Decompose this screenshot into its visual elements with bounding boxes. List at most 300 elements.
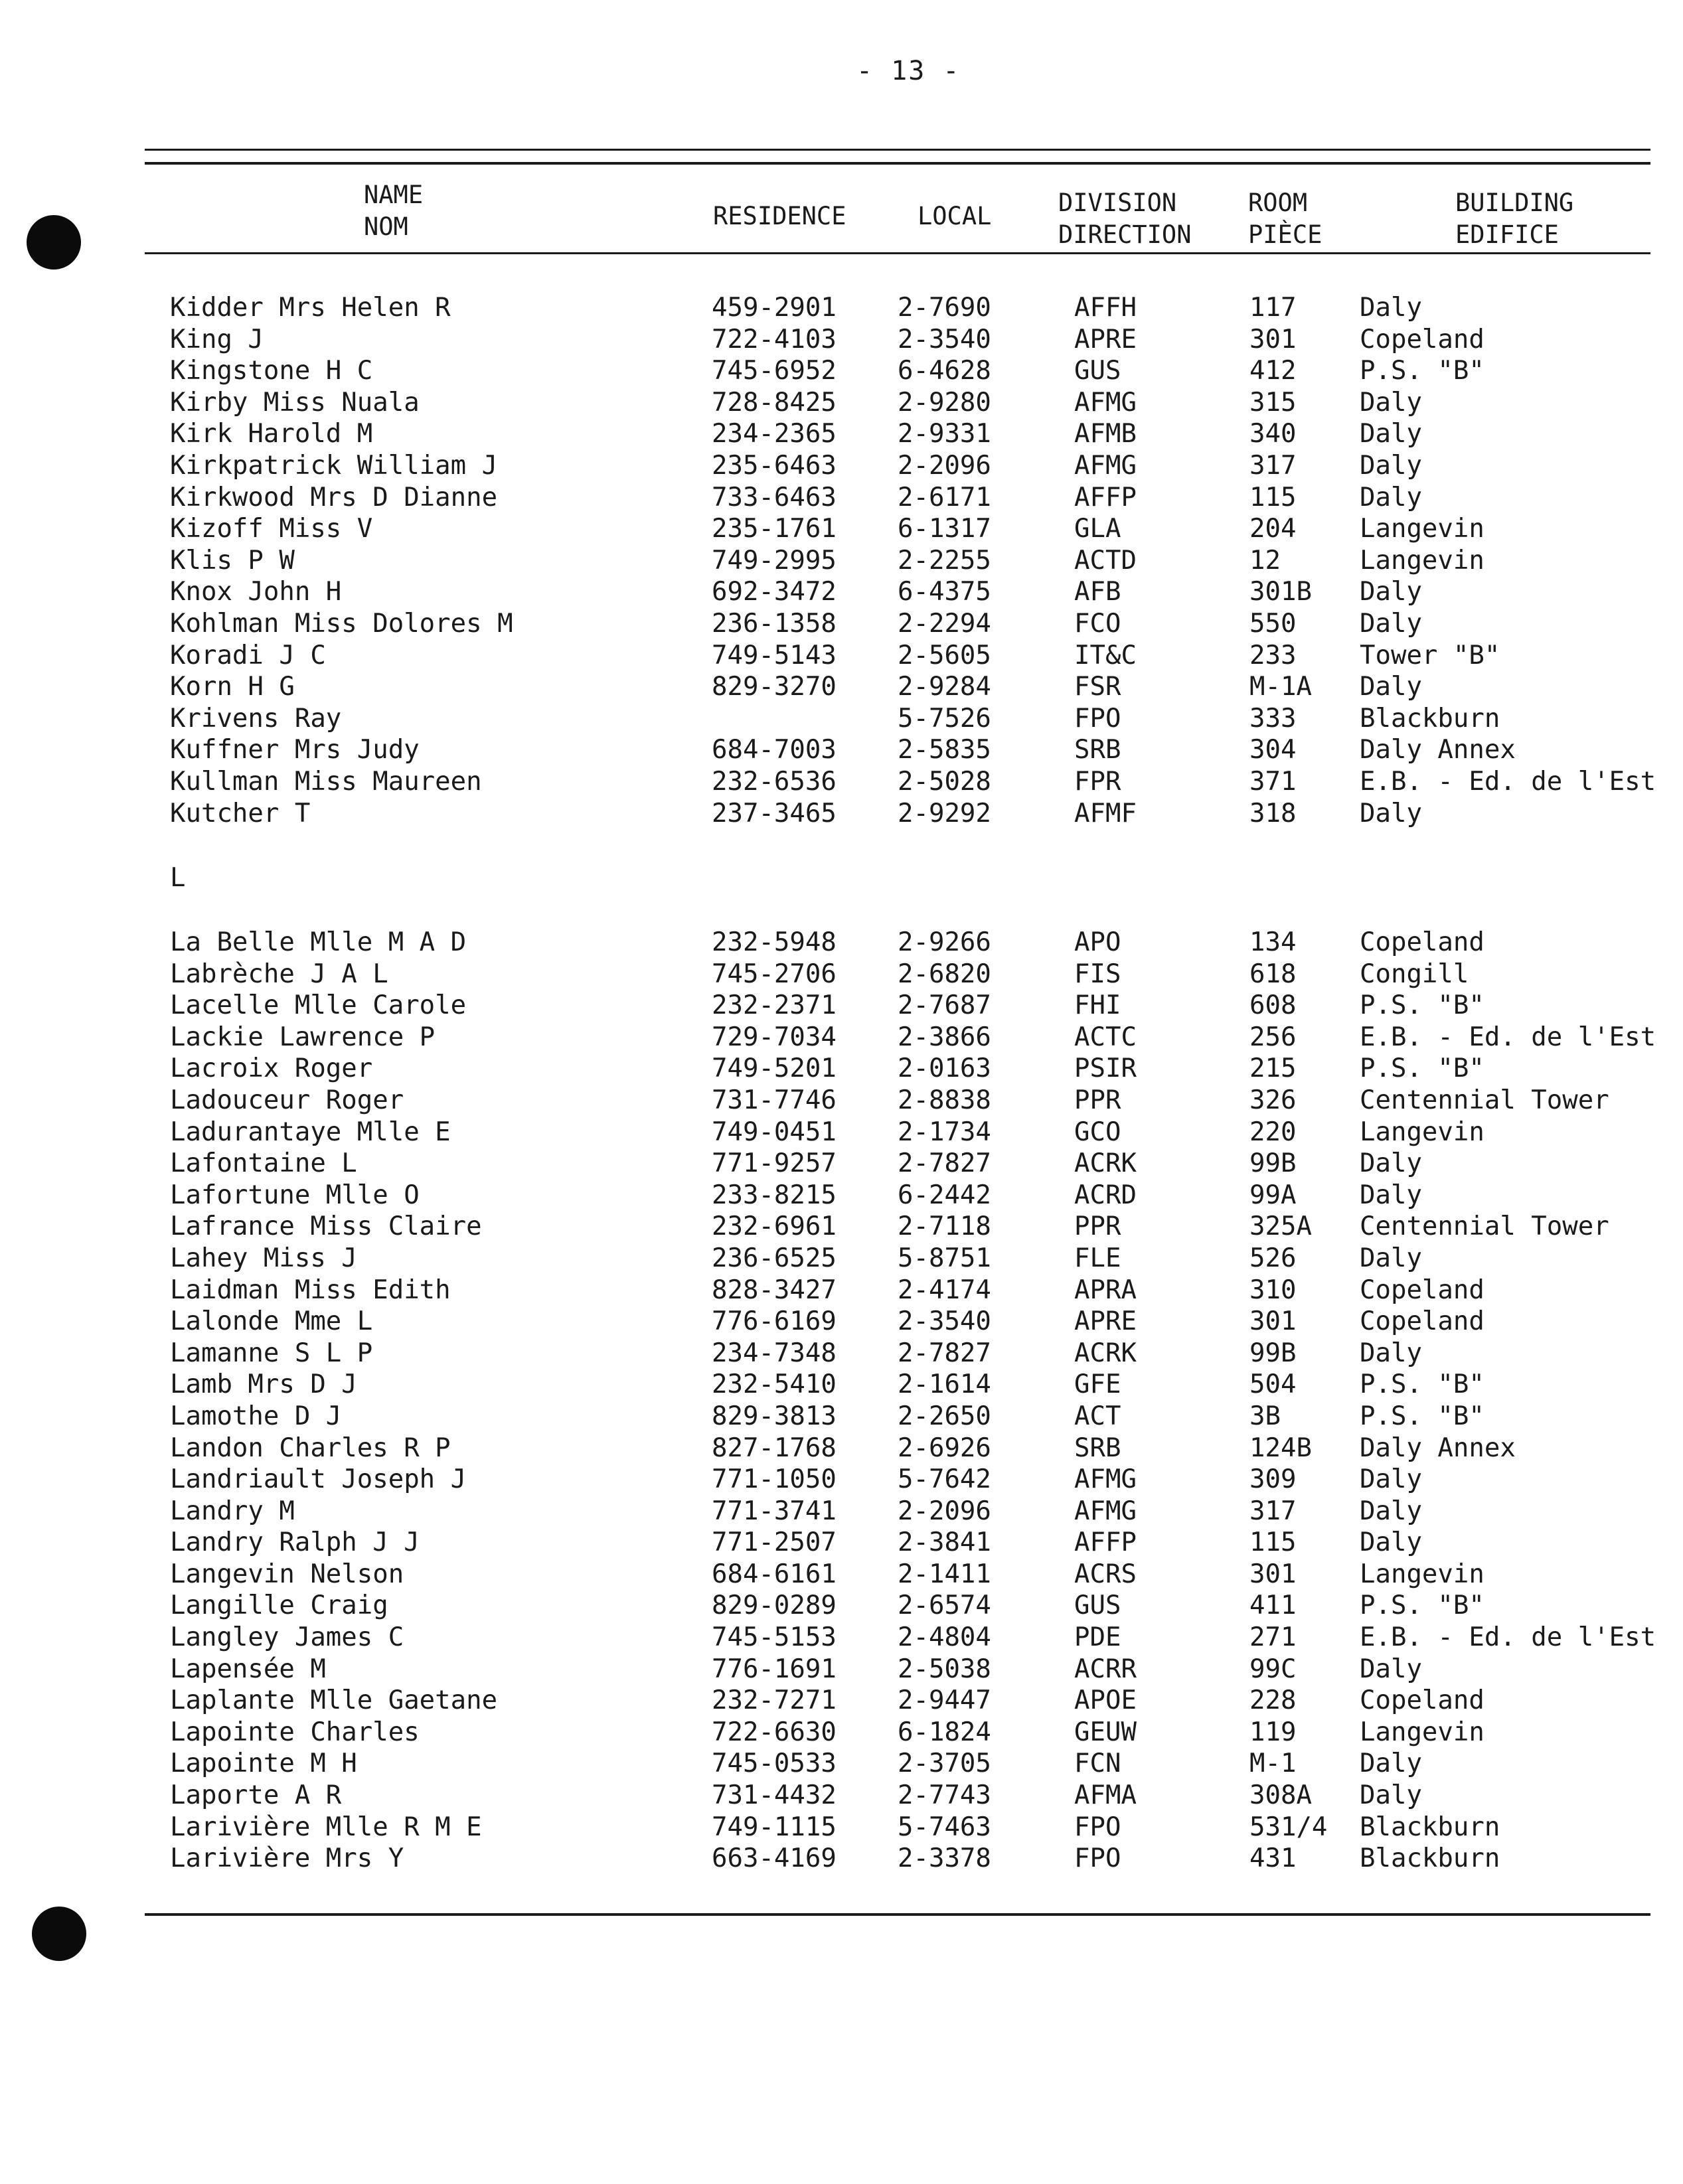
entry-residence-phone: 235-1761 [712, 514, 837, 544]
entry-division: ACTD [1074, 545, 1137, 576]
entry-building: Daly [1360, 672, 1422, 702]
column-header-name: NAME NOM [364, 181, 424, 241]
directory-section-l [0, 927, 1683, 1875]
entry-room: 333 [1249, 703, 1297, 734]
entry-building: P.S. "B" [1360, 1401, 1484, 1431]
directory-row [0, 1464, 1683, 1496]
entry-division: GEUW [1074, 1717, 1137, 1747]
top-rule [145, 149, 1650, 151]
entry-name: Kizoff Miss V [170, 514, 373, 544]
page-number: - 13 - [856, 56, 961, 86]
entry-residence-phone: 733-6463 [712, 482, 837, 512]
entry-residence-phone: 234-2365 [712, 419, 837, 449]
entry-division: ACTC [1074, 1022, 1137, 1052]
directory-row [0, 1180, 1683, 1211]
entry-residence-phone: 749-1115 [712, 1812, 837, 1842]
punch-hole-top [27, 215, 81, 270]
entry-room: 340 [1249, 419, 1297, 449]
entry-division: ACRR [1074, 1654, 1137, 1684]
column-header-room: ROOM PIÈCE [1248, 189, 1322, 249]
entry-name: Kuffner Mrs Judy [170, 735, 420, 765]
entry-local-extension: 2-2650 [898, 1401, 991, 1431]
directory-row [0, 450, 1683, 482]
entry-name: Korn H G [170, 672, 295, 702]
entry-name: Lapensée M [170, 1654, 326, 1684]
entry-room: 325A [1249, 1211, 1312, 1242]
entry-local-extension: 6-4628 [898, 356, 991, 386]
entry-division: SRB [1074, 735, 1121, 765]
entry-residence-phone: 232-6961 [712, 1211, 837, 1242]
entry-residence-phone: 749-0451 [712, 1117, 837, 1147]
entry-name: Lamb Mrs D J [170, 1369, 357, 1400]
entry-local-extension: 2-4174 [898, 1275, 991, 1305]
entry-name: Laporte A R [170, 1780, 342, 1811]
entry-residence-phone: 745-6952 [712, 356, 837, 386]
entry-local-extension: 2-9266 [898, 927, 991, 957]
entry-building: Blackburn [1360, 1812, 1500, 1842]
entry-local-extension: 2-9331 [898, 419, 991, 449]
entry-name: Larivière Mrs Y [170, 1843, 404, 1874]
entry-room: 228 [1249, 1685, 1297, 1716]
entry-division: FCO [1074, 608, 1121, 639]
entry-name: Larivière Mlle R M E [170, 1812, 482, 1842]
entry-name: Laidman Miss Edith [170, 1275, 451, 1305]
column-header-residence: RESIDENCE [713, 202, 846, 230]
directory-row [0, 1022, 1683, 1053]
entry-building: Daly Annex [1360, 1433, 1516, 1463]
entry-local-extension: 6-4375 [898, 577, 991, 607]
entry-residence-phone: 745-0533 [712, 1749, 837, 1779]
entry-name: Lacelle Mlle Carole [170, 990, 467, 1021]
top-rule-double [145, 162, 1650, 165]
entry-division: FHI [1074, 990, 1121, 1021]
entry-building: Daly [1360, 1148, 1422, 1179]
entry-name: Kutcher T [170, 798, 311, 828]
entry-room: 309 [1249, 1464, 1297, 1495]
entry-building: Daly [1360, 387, 1422, 418]
entry-local-extension: 2-7687 [898, 990, 991, 1021]
entry-building: Langevin [1360, 1717, 1484, 1747]
directory-row [0, 1117, 1683, 1148]
entry-building: P.S. "B" [1360, 1369, 1484, 1400]
entry-division: GCO [1074, 1117, 1121, 1147]
entry-room: 504 [1249, 1369, 1297, 1400]
entry-residence-phone: 236-6525 [712, 1243, 837, 1273]
entry-building: Daly [1360, 608, 1422, 639]
entry-building: Blackburn [1360, 703, 1500, 734]
entry-local-extension: 2-3841 [898, 1527, 991, 1558]
entry-residence-phone: 232-5410 [712, 1369, 837, 1400]
entry-division: APRE [1074, 1306, 1137, 1337]
entry-room: 301 [1249, 324, 1297, 354]
entry-division: FLE [1074, 1243, 1121, 1273]
entry-building: Daly [1360, 450, 1422, 481]
entry-residence-phone: 233-8215 [712, 1180, 837, 1210]
entry-local-extension: 2-7827 [898, 1338, 991, 1368]
entry-local-extension: 2-4804 [898, 1622, 991, 1653]
entry-name: Landriault Joseph J [170, 1464, 467, 1495]
entry-room: 412 [1249, 356, 1297, 386]
entry-residence-phone: 729-7034 [712, 1022, 837, 1052]
entry-name: Ladouceur Roger [170, 1085, 404, 1115]
directory-row [0, 292, 1683, 324]
entry-division: AFMG [1074, 450, 1137, 481]
entry-building: Daly [1360, 1464, 1422, 1495]
directory-row [0, 1306, 1683, 1338]
entry-local-extension: 2-5038 [898, 1654, 991, 1684]
entry-residence-phone: 745-5153 [712, 1622, 837, 1653]
entry-residence-phone: 749-2995 [712, 545, 837, 576]
entry-division: ACRS [1074, 1559, 1137, 1589]
directory-row [0, 734, 1683, 766]
directory-row [0, 545, 1683, 577]
entry-name: Lamothe D J [170, 1401, 342, 1431]
entry-building: E.B. - Ed. de l'Est [1360, 1622, 1656, 1653]
entry-division: AFFH [1074, 293, 1137, 323]
entry-local-extension: 2-6926 [898, 1433, 991, 1463]
entry-residence-phone: 829-3270 [712, 672, 837, 702]
directory-row [0, 1243, 1683, 1275]
entry-room: M-1 [1249, 1749, 1297, 1779]
entry-room: 215 [1249, 1053, 1297, 1084]
entry-residence-phone: 731-7746 [712, 1085, 837, 1115]
entry-room: 99B [1249, 1338, 1297, 1368]
entry-division: GUS [1074, 356, 1121, 386]
entry-room: 3B [1249, 1401, 1281, 1431]
entry-name: Lafortune Mlle O [170, 1180, 420, 1210]
entry-name: Laplante Mlle Gaetane [170, 1685, 498, 1716]
entry-room: 304 [1249, 735, 1297, 765]
entry-division: APRA [1074, 1275, 1137, 1305]
entry-division: AFMA [1074, 1780, 1137, 1811]
entry-division: IT&C [1074, 640, 1137, 670]
entry-division: SRB [1074, 1433, 1121, 1463]
entry-building: P.S. "B" [1360, 356, 1484, 386]
entry-residence-phone: 684-6161 [712, 1559, 837, 1589]
entry-room: 431 [1249, 1843, 1297, 1874]
directory-row [0, 1622, 1683, 1654]
entry-room: 301B [1249, 577, 1312, 607]
entry-building: Copeland [1360, 1306, 1484, 1337]
entry-room: 99B [1249, 1148, 1297, 1179]
entry-building: Congill [1360, 959, 1469, 989]
entry-division: FPO [1074, 703, 1121, 734]
entry-name: Lalonde Mme L [170, 1306, 373, 1337]
entry-local-extension: 2-7827 [898, 1148, 991, 1179]
entry-building: E.B. - Ed. de l'Est [1360, 1022, 1656, 1052]
directory-row [0, 1559, 1683, 1591]
entry-residence-phone: 692-3472 [712, 577, 837, 607]
directory-row [0, 482, 1683, 514]
entry-room: 308A [1249, 1780, 1312, 1811]
entry-room: 526 [1249, 1243, 1297, 1273]
directory-row [0, 1496, 1683, 1527]
directory-row [0, 766, 1683, 798]
entry-building: Daly [1360, 1338, 1422, 1368]
entry-local-extension: 2-8838 [898, 1085, 991, 1115]
entry-room: 12 [1249, 545, 1281, 576]
entry-residence-phone: 234-7348 [712, 1338, 837, 1368]
entry-name: Langley James C [170, 1622, 404, 1653]
entry-building: Langevin [1360, 1117, 1484, 1147]
punch-hole-bottom [32, 1907, 86, 1961]
entry-division: ACT [1074, 1401, 1121, 1431]
entry-building: Copeland [1360, 927, 1484, 957]
directory-row [0, 798, 1683, 830]
directory-row [0, 324, 1683, 356]
entry-building: Daly [1360, 1243, 1422, 1273]
directory-row [0, 1275, 1683, 1306]
entry-building: Copeland [1360, 324, 1484, 354]
entry-division: PPR [1074, 1085, 1121, 1115]
entry-local-extension: 2-3866 [898, 1022, 991, 1052]
directory-row [0, 640, 1683, 672]
entry-building: Langevin [1360, 1559, 1484, 1589]
directory-row [0, 355, 1683, 387]
entry-local-extension: 2-7118 [898, 1211, 991, 1242]
entry-building: Daly [1360, 1180, 1422, 1210]
entry-local-extension: 5-7642 [898, 1464, 991, 1495]
entry-residence-phone: 829-0289 [712, 1591, 837, 1621]
entry-residence-phone: 749-5201 [712, 1053, 837, 1084]
directory-row [0, 1085, 1683, 1117]
header-rule [145, 252, 1650, 254]
entry-local-extension: 6-2442 [898, 1180, 991, 1210]
directory-row [0, 1812, 1683, 1843]
entry-room: 271 [1249, 1622, 1297, 1653]
entry-residence-phone: 829-3813 [712, 1401, 837, 1431]
entry-local-extension: 2-2096 [898, 1496, 991, 1526]
entry-division: GUS [1074, 1591, 1121, 1621]
directory-row [0, 387, 1683, 419]
entry-room: 115 [1249, 482, 1297, 512]
entry-name: Langevin Nelson [170, 1559, 404, 1589]
directory-row [0, 1717, 1683, 1749]
entry-name: Lamanne S L P [170, 1338, 373, 1368]
entry-division: GFE [1074, 1369, 1121, 1400]
entry-local-extension: 5-7526 [898, 703, 991, 734]
entry-name: Labrèche J A L [170, 959, 388, 989]
entry-room: 134 [1249, 927, 1297, 957]
entry-room: M-1A [1249, 672, 1312, 702]
entry-local-extension: 2-9292 [898, 798, 991, 828]
entry-name: Kingstone H C [170, 356, 373, 386]
entry-residence-phone: 722-6630 [712, 1717, 837, 1747]
directory-row [0, 959, 1683, 990]
entry-building: P.S. "B" [1360, 990, 1484, 1021]
entry-name: Lackie Lawrence P [170, 1022, 436, 1052]
entry-residence-phone: 237-3465 [712, 798, 837, 828]
directory-row [0, 513, 1683, 545]
entry-division: ACRK [1074, 1338, 1137, 1368]
entry-division: AFMF [1074, 798, 1137, 828]
entry-name: Kohlman Miss Dolores M [170, 608, 513, 639]
entry-room: 326 [1249, 1085, 1297, 1115]
entry-local-extension: 2-1614 [898, 1369, 991, 1400]
entry-residence-phone: 232-2371 [712, 990, 837, 1021]
entry-residence-phone: 232-6536 [712, 766, 837, 797]
directory-row [0, 1148, 1683, 1180]
entry-local-extension: 2-6820 [898, 959, 991, 989]
entry-local-extension: 2-0163 [898, 1053, 991, 1084]
entry-building: Daly [1360, 798, 1422, 828]
directory-row [0, 1053, 1683, 1085]
entry-name: Lapointe Charles [170, 1717, 420, 1747]
entry-division: AFB [1074, 577, 1121, 607]
entry-division: AFMG [1074, 387, 1137, 418]
directory-row [0, 1211, 1683, 1243]
entry-name: Krivens Ray [170, 703, 342, 734]
directory-row [0, 1527, 1683, 1559]
entry-local-extension: 2-1411 [898, 1559, 991, 1589]
entry-room: 318 [1249, 798, 1297, 828]
entry-room: 608 [1249, 990, 1297, 1021]
entry-name: Kirkpatrick William J [170, 450, 498, 481]
entry-building: P.S. "B" [1360, 1053, 1484, 1084]
entry-residence-phone: 236-1358 [712, 608, 837, 639]
entry-room: 124B [1249, 1433, 1312, 1463]
entry-local-extension: 2-3378 [898, 1843, 991, 1874]
entry-building: Centennial Tower [1360, 1211, 1609, 1242]
entry-room: 204 [1249, 514, 1297, 544]
entry-name: Landry Ralph J J [170, 1527, 420, 1558]
column-header-building: BUILDING EDIFICE [1455, 189, 1574, 249]
entry-division: FCN [1074, 1749, 1121, 1779]
entry-residence-phone: 232-5948 [712, 927, 837, 957]
entry-building: Centennial Tower [1360, 1085, 1609, 1115]
entry-building: E.B. - Ed. de l'Est [1360, 766, 1656, 797]
entry-division: PDE [1074, 1622, 1121, 1653]
entry-division: FIS [1074, 959, 1121, 989]
directory-row [0, 671, 1683, 703]
entry-name: Landry M [170, 1496, 295, 1526]
entry-building: Langevin [1360, 514, 1484, 544]
directory-row [0, 1748, 1683, 1780]
entry-division: ACRD [1074, 1180, 1137, 1210]
entry-room: 531/4 [1249, 1812, 1328, 1842]
directory-row [0, 703, 1683, 735]
entry-local-extension: 2-9280 [898, 387, 991, 418]
entry-division: AFFP [1074, 482, 1137, 512]
entry-room: 317 [1249, 1496, 1297, 1526]
directory-row [0, 576, 1683, 608]
entry-building: P.S. "B" [1360, 1591, 1484, 1621]
entry-residence-phone: 663-4169 [712, 1843, 837, 1874]
entry-residence-phone: 827-1768 [712, 1433, 837, 1463]
entry-local-extension: 2-6574 [898, 1591, 991, 1621]
directory-row [0, 1654, 1683, 1685]
entry-room: 371 [1249, 766, 1297, 797]
directory-row [0, 1338, 1683, 1369]
entry-room: 117 [1249, 293, 1297, 323]
entry-division: PPR [1074, 1211, 1121, 1242]
directory-row [0, 927, 1683, 959]
entry-name: Langille Craig [170, 1591, 388, 1621]
entry-residence-phone: 728-8425 [712, 387, 837, 418]
entry-name: Koradi J C [170, 640, 326, 670]
entry-local-extension: 6-1317 [898, 514, 991, 544]
entry-building: Daly [1360, 1527, 1422, 1558]
entry-room: 301 [1249, 1306, 1297, 1337]
entry-name: Kirk Harold M [170, 419, 373, 449]
entry-division: GLA [1074, 514, 1121, 544]
entry-residence-phone: 684-7003 [712, 735, 837, 765]
entry-name: Lahey Miss J [170, 1243, 357, 1273]
directory-row [0, 1369, 1683, 1401]
entry-residence-phone: 749-5143 [712, 640, 837, 670]
entry-name: Landon Charles R P [170, 1433, 451, 1463]
entry-residence-phone: 771-2507 [712, 1527, 837, 1558]
entry-building: Daly [1360, 1654, 1422, 1684]
entry-building: Daly Annex [1360, 735, 1516, 765]
entry-division: APOE [1074, 1685, 1137, 1716]
entry-building: Copeland [1360, 1275, 1484, 1305]
entry-residence-phone: 745-2706 [712, 959, 837, 989]
entry-division: FSR [1074, 672, 1121, 702]
entry-name: La Belle Mlle M A D [170, 927, 467, 957]
entry-room: 99C [1249, 1654, 1297, 1684]
entry-residence-phone: 235-6463 [712, 450, 837, 481]
directory-row [0, 418, 1683, 450]
entry-division: PSIR [1074, 1053, 1137, 1084]
entry-local-extension: 2-5028 [898, 766, 991, 797]
entry-division: AFMG [1074, 1464, 1137, 1495]
entry-room: 115 [1249, 1527, 1297, 1558]
entry-name: Kirkwood Mrs D Dianne [170, 482, 498, 512]
entry-local-extension: 5-7463 [898, 1812, 991, 1842]
entry-room: 411 [1249, 1591, 1297, 1621]
entry-building: Blackburn [1360, 1843, 1500, 1874]
entry-division: APRE [1074, 324, 1137, 354]
entry-building: Daly [1360, 1780, 1422, 1811]
entry-residence-phone: 828-3427 [712, 1275, 837, 1305]
directory-row [0, 608, 1683, 640]
entry-building: Tower "B" [1360, 640, 1500, 670]
entry-local-extension: 2-2096 [898, 450, 991, 481]
entry-local-extension: 2-6171 [898, 482, 991, 512]
entry-name: Lafontaine L [170, 1148, 357, 1179]
entry-local-extension: 2-9447 [898, 1685, 991, 1716]
entry-division: APO [1074, 927, 1121, 957]
entry-local-extension: 2-5835 [898, 735, 991, 765]
entry-room: 119 [1249, 1717, 1297, 1747]
entry-building: Daly [1360, 1749, 1422, 1779]
entry-room: 256 [1249, 1022, 1297, 1052]
entry-local-extension: 2-2255 [898, 545, 991, 576]
entry-division: FPO [1074, 1812, 1121, 1842]
entry-residence-phone: 459-2901 [712, 293, 837, 323]
entry-name: Kidder Mrs Helen R [170, 293, 451, 323]
entry-division: FPO [1074, 1843, 1121, 1874]
entry-room: 550 [1249, 608, 1297, 639]
column-header-division: DIVISION DIRECTION [1058, 189, 1192, 249]
entry-name: Lacroix Roger [170, 1053, 373, 1084]
directory-section-k [0, 292, 1683, 829]
entry-name: Kirby Miss Nuala [170, 387, 420, 418]
entry-local-extension: 2-1734 [898, 1117, 991, 1147]
entry-name: Kullman Miss Maureen [170, 766, 482, 797]
entry-building: Daly [1360, 419, 1422, 449]
entry-local-extension: 2-3540 [898, 324, 991, 354]
entry-building: Daly [1360, 1496, 1422, 1526]
column-header-local: LOCAL [918, 202, 992, 230]
directory-row [0, 1401, 1683, 1433]
entry-local-extension: 2-3540 [898, 1306, 991, 1337]
entry-name: Ladurantaye Mlle E [170, 1117, 451, 1147]
entry-residence-phone: 731-4432 [712, 1780, 837, 1811]
entry-local-extension: 2-9284 [898, 672, 991, 702]
entry-name: Lapointe M H [170, 1749, 357, 1779]
